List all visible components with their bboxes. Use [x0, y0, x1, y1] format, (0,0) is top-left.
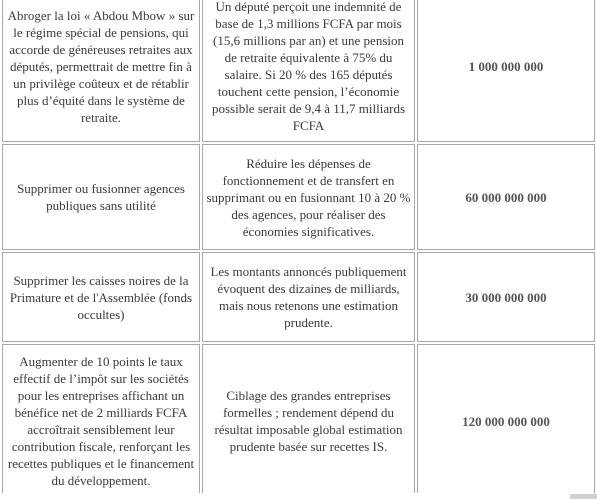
measure-cell: Supprimer ou fusionner agences publiques sans utilité [2, 144, 200, 250]
scrollbar-thumb[interactable] [570, 494, 597, 499]
amount-cell: 60 000 000 000 [417, 144, 595, 250]
details-cell: Un député perçoit une indemnité de base de 1,3 millions FCFA par mois (15,6 millions par an) et une pension de retraite équivalente à 75% du salaire. Si 20 % des 165 députés touchent cette pension, l’économie possible serait de 9,4 à 11,7 milliards FCFA [202, 0, 415, 142]
details-cell: Ciblage des grandes entreprises formelles ; rendement dépend du résultat imposable global estimation prudente basée sur recettes IS. [202, 344, 415, 498]
measure-cell: Supprimer les caisses noires de la Primature et de l'Assemblée (fonds occultes) [2, 252, 200, 342]
table-row [2, 344, 595, 498]
amount-cell: 120 000 000 000 [417, 344, 595, 498]
table-row [2, 144, 595, 250]
amount-cell: 1 000 000 000 [417, 0, 595, 142]
details-cell: Réduire les dépenses de fonctionnement et de transfert en supprimant ou en fusionnant 10 à 20 % des agences, pour réaliser des économies significatives. [202, 144, 415, 250]
table-row [2, 0, 595, 142]
measure-cell: Augmenter de 10 points le taux effectif de l’impôt sur les sociétés pour les entreprises affichant un bénéfice net de 2 milliards FCFA accroîtrait sensiblement leur contribution fiscale, renforçant les recettes publiques et le financement du développement. [2, 344, 200, 498]
table-row [2, 252, 595, 342]
details-cell: Les montants annoncés publiquement évoquent des dizaines de milliards, mais nous retenons une estimation prudente. [202, 252, 415, 342]
measure-cell: Abroger la loi « Abdou Mbow » sur le régime spécial de pensions, qui accorde de généreuses retraites aux députés, permettrait de mettre fin à un privilège coûteux et de rétablir plus d’équité dans le système de retraite. [2, 0, 200, 142]
amount-cell: 30 000 000 000 [417, 252, 595, 342]
horizontal-scrollbar[interactable] [0, 493, 597, 499]
